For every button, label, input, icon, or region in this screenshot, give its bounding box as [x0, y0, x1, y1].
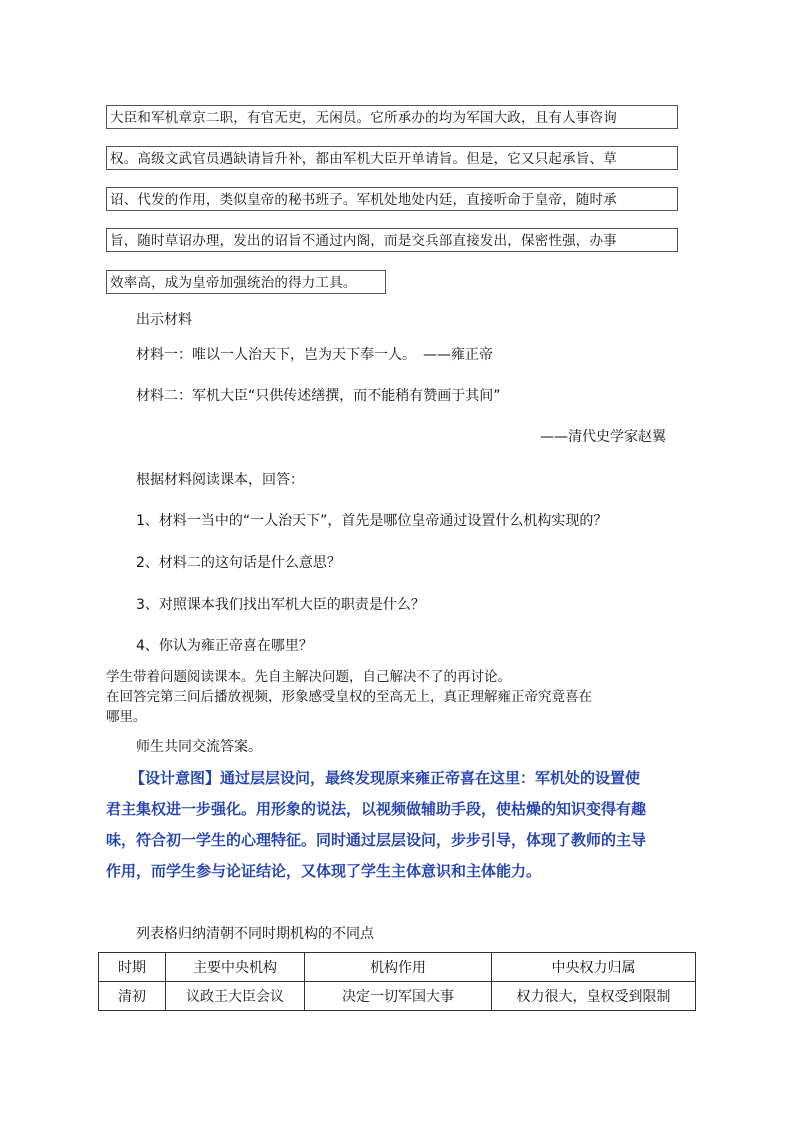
boxed-text-line-5: 效率高，成为皇帝加强统治的得力工具。: [106, 270, 386, 294]
table-row: [99, 982, 696, 1011]
material-2-source: ——清代史学家赵翼: [540, 429, 666, 445]
question-2: 2、材料二的这句话是什么意思？: [136, 555, 341, 571]
table-cell: 权力很大，皇权受到限制: [492, 982, 696, 1011]
video-line-1: 在回答完第三问后播放视频，形象感受皇权的至高无上，真正理解雍正帝究竟喜在: [106, 689, 592, 705]
table-caption: 列表格归纳清朝不同时期机构的不同点: [136, 926, 374, 942]
table-header-cell: 主要中央机构: [166, 953, 305, 982]
table-cell: 决定一切军国大事: [305, 982, 492, 1011]
video-line-2: 哪里。: [106, 709, 147, 725]
table-header-cell: 时期: [99, 953, 166, 982]
question-1: 1、材料一当中的“一人治天下”，首先是哪位皇帝通过设置什么机构实现的？: [136, 513, 608, 529]
question-3: 3、对照课本我们找出军机大臣的职责是什么？: [136, 597, 425, 613]
table-header-cell: 中央权力归属: [492, 953, 696, 982]
boxed-text-line-4: 旨，随时草诏办理，发出的诏旨不通过内阁，而是交兵部直接发出，保密性强，办事: [106, 228, 678, 252]
show-material-heading: 出示材料: [136, 312, 192, 328]
design-intent-tag: 【设计意图】: [130, 769, 221, 787]
design-intent-line-2: 君主集权进一步强化。用形象的说法，以视频做辅助手段，使枯燥的知识变得有趣: [106, 800, 647, 818]
boxed-text-line-2: 权。高级文武官员遇缺请旨升补，都由军机大臣开单请旨。但是，它又只起承旨、草: [106, 146, 678, 170]
boxed-text-line-1: 大臣和军机章京二职，有官无吏，无闲员。它所承办的均为军国大政，且有人事咨询: [106, 105, 678, 129]
instruction-text: 根据材料阅读课本，回答：: [136, 472, 304, 488]
table-cell: 议政王大臣会议: [166, 982, 305, 1011]
table-cell: 清初: [99, 982, 166, 1011]
question-4: 4、你认为雍正帝喜在哪里？: [136, 638, 313, 654]
boxed-text-line-3: 诏、代发的作用，类似皇帝的秘书班子。军机处地处内廷，直接听命于皇帝，随时承: [106, 187, 678, 211]
design-intent-line-1: [106, 763, 706, 794]
material-2: 材料二：军机大臣“只供传述缮撰，而不能稍有赞画于其间”: [136, 388, 501, 404]
design-intent-text-1: 通过层层设问，最终发现原来雍正帝喜在这里：军机处的设置使: [220, 769, 641, 787]
design-intent-block: [106, 763, 706, 887]
table-header-cell: 机构作用: [305, 953, 492, 982]
material-1: 材料一：唯以一人治天下，岂为天下奉一人。 ——雍正帝: [136, 347, 493, 363]
design-intent-line-3: 味，符合初一学生的心理特征。同时通过层层设问，步步引导，体现了教师的主导: [106, 831, 647, 849]
summary-table: [98, 952, 696, 1011]
design-intent-line-4: 作用，而学生参与论证结论，又体现了学生主体意识和主体能力。: [106, 862, 542, 880]
discuss-line: 师生共同交流答案。: [136, 739, 262, 755]
student-activity-line: 学生带着问题阅读课本。先自主解决问题，自己解决不了的再讨论。: [106, 669, 511, 685]
table-header-row: [99, 953, 696, 982]
